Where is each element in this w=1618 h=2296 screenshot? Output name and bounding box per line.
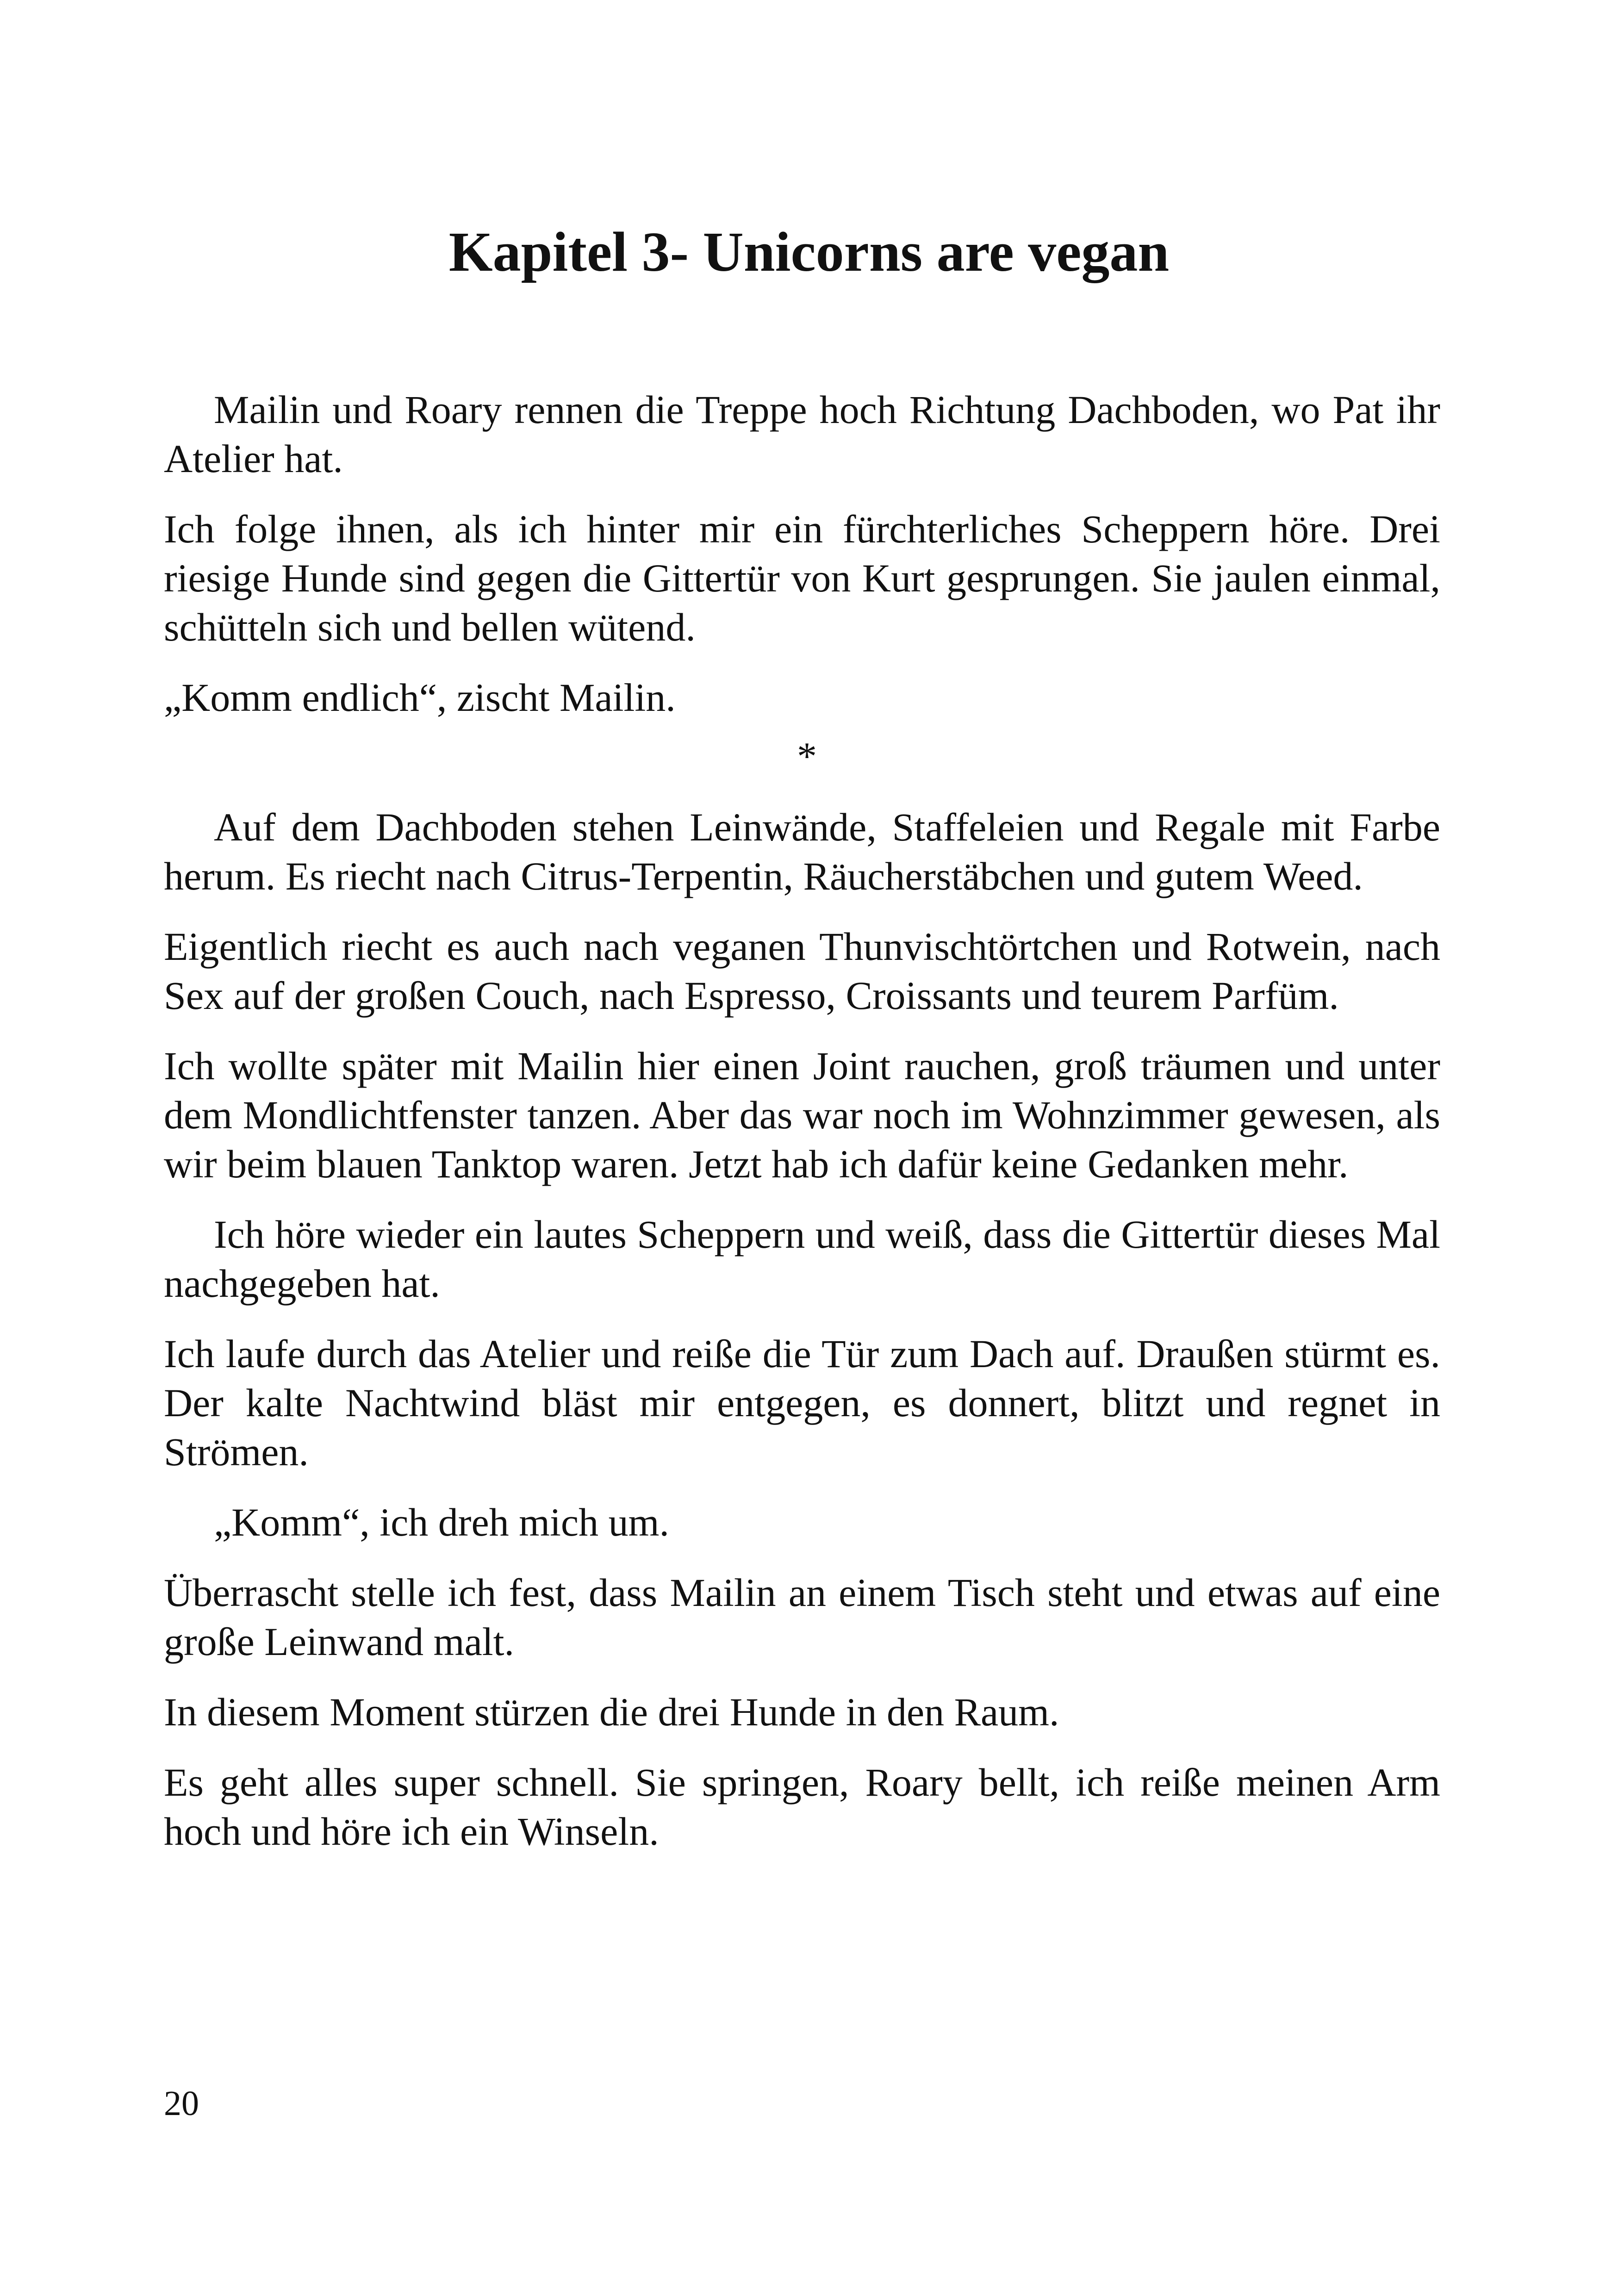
chapter-title: Kapitel 3- Unicorns are vegan xyxy=(448,221,1170,283)
paragraph: Eigentlich riecht es auch nach veganen Thunvischtörtchen und Rotwein, nach Sex auf der großen Couch, nach Espresso, Croissants und teurem Parfüm. xyxy=(164,924,1440,1018)
paragraph: Ich wollte später mit Mailin hier einen Joint rauchen, groß träumen und unter dem Mondlichtfenster tanzen. Aber das war noch im Wohnzimmer gewesen, als wir beim blauen Tanktop waren. Jetzt hab ich dafür keine Gedanken mehr. xyxy=(164,1044,1440,1186)
paragraph: Mailin und Roary rennen die Treppe hoch Richtung Dachboden, wo Pat ihr Atelier hat. xyxy=(164,387,1440,481)
paragraph: Ich laufe durch das Atelier und reiße die Tür zum Dach auf. Draußen stürmt es. Der kalte Nachtwind bläst mir entgegen, es donnert, blitzt und regnet in Strömen. xyxy=(164,1332,1440,1474)
paragraph: Ich folge ihnen, als ich hinter mir ein fürchterliches Scheppern höre. Drei riesige Hunde sind gegen die Gittertür von Kurt gesprungen. Sie jaulen einmal, schütteln sich und bellen wütend. xyxy=(164,507,1440,649)
paragraph: Auf dem Dachboden stehen Leinwände, Staffeleien und Regale mit Farbe herum. Es riecht nach Citrus-Terpentin, Räucherstäbchen und gutem Weed. xyxy=(164,805,1440,898)
paragraph: „Komm endlich“, zischt Mailin. xyxy=(164,675,676,720)
paragraph: Ich höre wieder ein lautes Scheppern und weiß, dass die Gittertür dieses Mal nachgegeben hat. xyxy=(164,1212,1440,1306)
body-text xyxy=(164,385,1440,1877)
paragraph: „Komm“, ich dreh mich um. xyxy=(214,1500,669,1544)
paragraph: Überrascht stelle ich fest, dass Mailin an einem Tisch steht und etwas auf eine große Leinwand malt. xyxy=(164,1570,1440,1664)
paragraph: Es geht alles super schnell. Sie springen, Roary bellt, ich reiße meinen Arm hoch und höre ich ein Winseln. xyxy=(164,1760,1440,1854)
page-number: 20 xyxy=(164,2084,199,2123)
paragraph: In diesem Moment stürzen die drei Hunde in den Raum. xyxy=(164,1690,1059,1734)
scene-break-asterisk: * xyxy=(797,734,817,778)
